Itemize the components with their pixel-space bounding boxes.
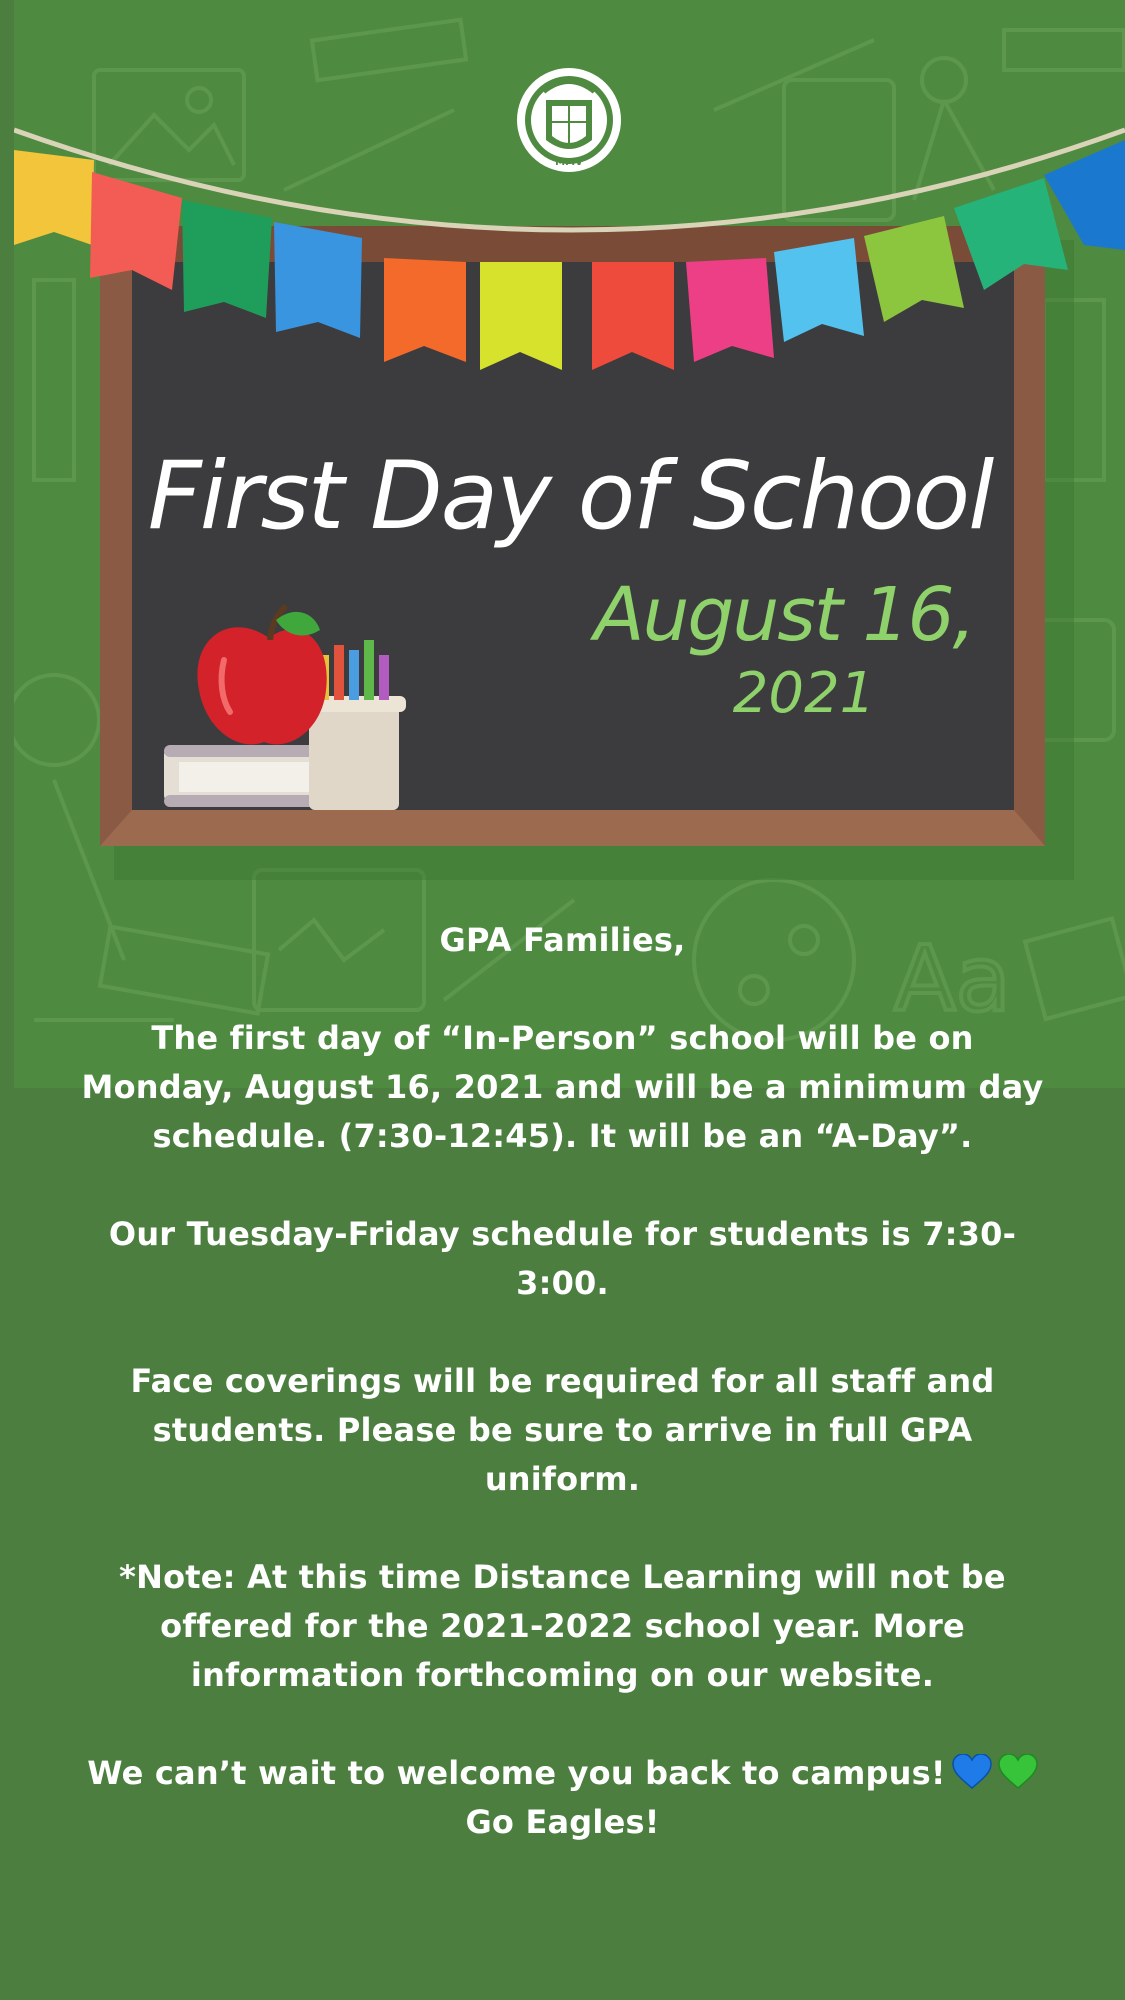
- blue-heart-icon: [952, 1754, 992, 1790]
- announcement-message: [0, 916, 1125, 1847]
- closing-text: We can’t wait to welcome you back to campus!: [87, 1754, 946, 1792]
- closing-line: [0, 1749, 1125, 1798]
- go-eagles: Go Eagles!: [465, 1803, 660, 1841]
- greeting: GPA Families,: [439, 921, 686, 959]
- chalkboard-year: 2021: [732, 661, 876, 726]
- school-crest-icon: [517, 68, 621, 172]
- chalkboard-date: August 16,: [593, 572, 975, 658]
- svg-text:Aa: Aa: [894, 927, 1011, 1032]
- green-heart-icon: [998, 1754, 1038, 1790]
- chalkboard-title: First Day of School: [147, 442, 993, 551]
- paragraph-schedule: Our Tuesday-Friday schedule for students is 7:30-3:00.: [108, 1215, 1017, 1302]
- paragraph-first-day: The first day of “In-Person” school will be on Monday, August 16, 2021 and will be a minimum day schedule. (7:30-12:45). It will be an “A-Day”.: [81, 1019, 1044, 1155]
- paragraph-face-coverings: Face coverings will be required for all staff and students. Please be sure to arrive in full GPA uniform.: [130, 1362, 995, 1498]
- paragraph-distance-learning: *Note: At this time Distance Learning will not be offered for the 2021-2022 school year. More information forthcoming on our website.: [119, 1558, 1006, 1694]
- crest-initials: MMV: [555, 157, 583, 168]
